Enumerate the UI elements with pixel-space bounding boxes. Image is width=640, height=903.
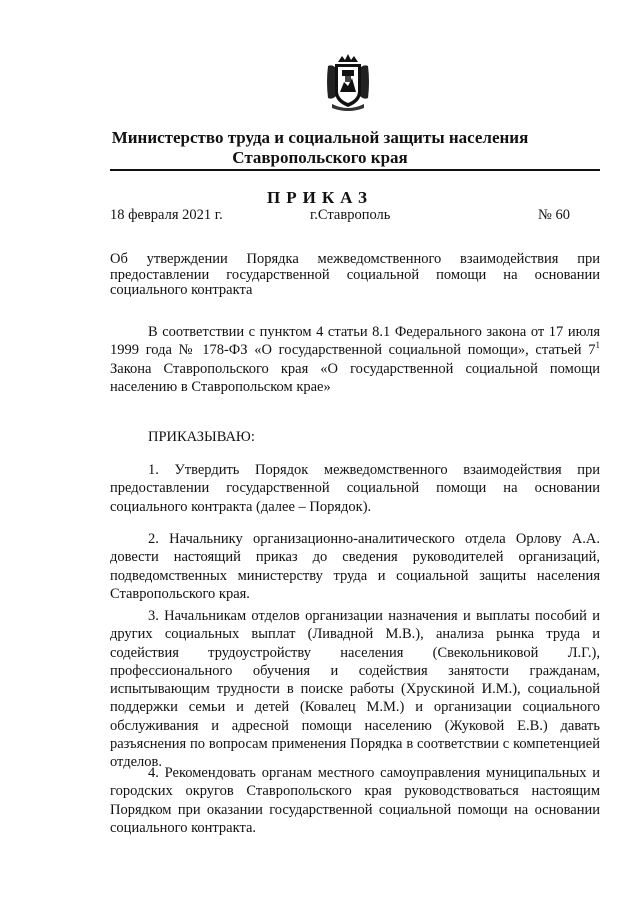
coat-of-arms-emblem xyxy=(324,52,372,112)
order-item-3: 3. Начальникам отделов организации назначения и выплаты пособий и других социальных выплат (Ливадной М.В.), анализа рынка труда и содействия трудоустройству населения (Свекольниковой Л.Г.), профессионального обучения и содействия занятости гражданам, испытывающим трудности в поиске работы (Хрускиной И.М.), социальной поддержки семьи и детей (Ковалец М.М.) и организации социального обслуживания и адресной помощи населению (Жуковой Е.В.) давать разъяснения по вопросам применения Порядка в соответствии с компетенцией отделов. xyxy=(110,608,600,771)
header-divider xyxy=(110,169,600,171)
preamble-superscript: 1 xyxy=(595,340,600,351)
preamble-text-2: Закона Ставропольского края «О государственной социальной помощи населению в Ставропольском крае» xyxy=(110,360,600,395)
document-type-title: ПРИКАЗ xyxy=(267,188,373,207)
order-city: г.Ставрополь xyxy=(310,207,391,223)
order-number: № 60 xyxy=(538,207,570,223)
order-item-4: 4. Рекомендовать органам местного самоуправления муниципальных и городских округов Ставропольского края руководствоваться настоящим Порядком при оказании государственной социальной помощи на основании социального контракта. xyxy=(110,765,600,836)
preamble-paragraph xyxy=(110,323,600,396)
order-item-2: 2. Начальнику организационно-аналитического отдела Орлову А.А. довести настоящий приказ до сведения руководителей организаций, подведомственных министерству труда и социальной защиты населения Ставропольского края. xyxy=(110,531,600,602)
order-word: ПРИКАЗЫВАЮ: xyxy=(148,429,255,445)
ministry-name-line2: Ставропольского края xyxy=(232,148,408,167)
order-date: 18 февраля 2021 г. xyxy=(110,207,223,223)
preamble-text-1: В соответствии с пунктом 4 статьи 8.1 Федерального закона от 17 июля 1999 года № 178-ФЗ «О государственной социальной помощи», статьей 7 xyxy=(110,324,600,359)
order-item-1: 1. Утвердить Порядок межведомственного взаимодействия при предоставлении государственной социальной помощи на основании социального контракта (далее – Порядок). xyxy=(110,462,600,515)
order-subject: Об утверждении Порядка межведомственного взаимодействия при предоставлении государственной социальной помощи на основании социального контракта xyxy=(110,251,600,298)
ministry-name-line1: Министерство труда и социальной защиты населения xyxy=(111,128,529,147)
